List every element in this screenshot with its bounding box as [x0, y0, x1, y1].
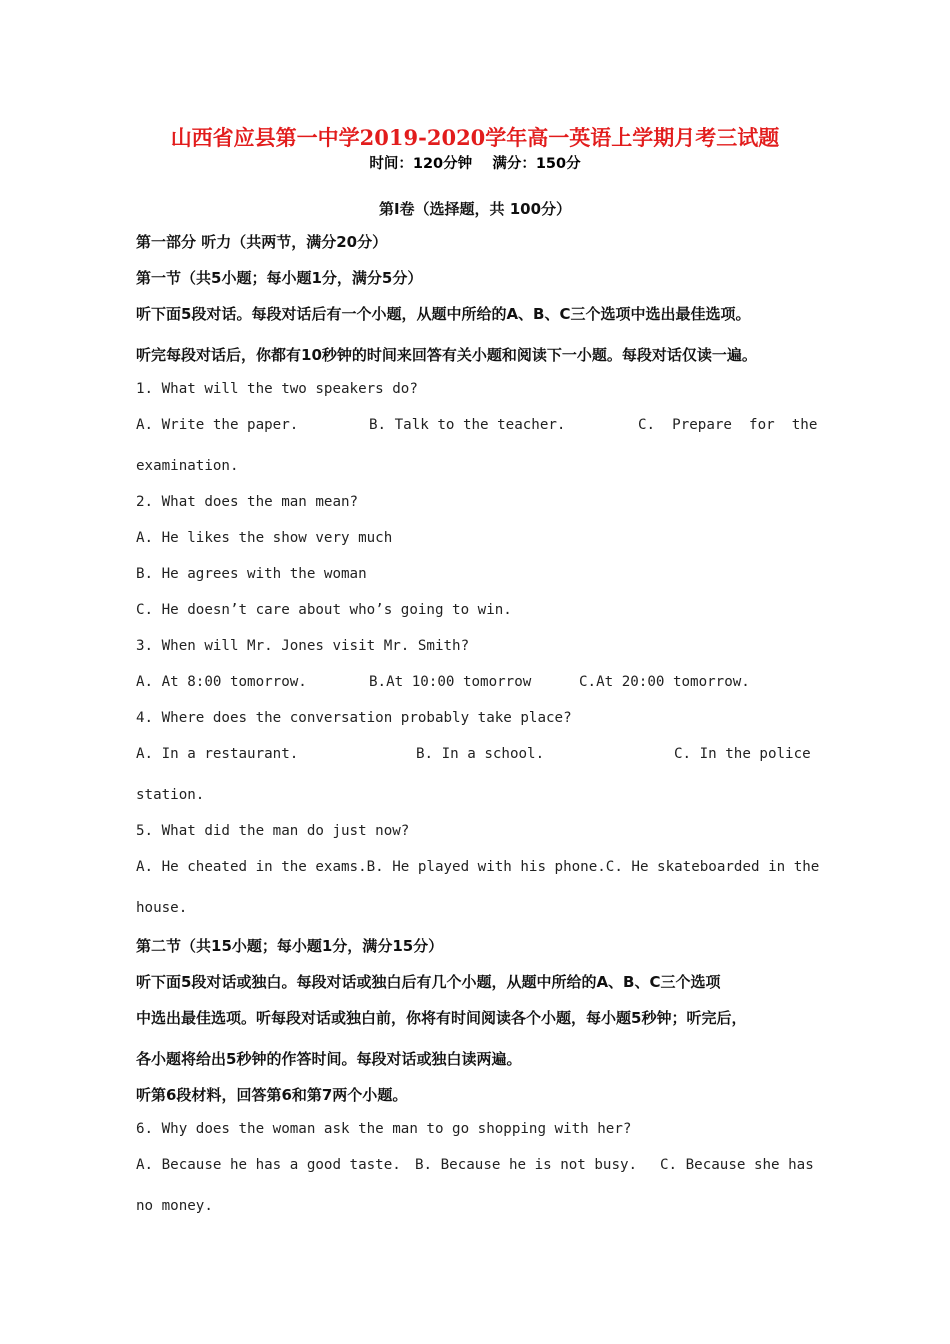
question-options: [136, 417, 816, 437]
option-a: A. Write the paper.: [136, 417, 299, 433]
option-continuation: no money.: [136, 1198, 213, 1214]
question-options: A. He cheated in the exams.B. He played with his phone.C. He skateboarded in the: [136, 859, 820, 875]
question-stem: 4. Where does the conversation probably take place?: [136, 710, 572, 726]
section1-heading: 第一节（共5小题；每小题1分，满分5分）: [136, 269, 423, 287]
option-b: B. He agrees with the woman: [136, 566, 367, 582]
section2-heading: 第二节（共15小题；每小题1分，满分15分）: [136, 937, 444, 955]
volume-heading: 第Ⅰ卷（选择题，共 100分）: [378, 200, 572, 218]
question-stem: 3. When will Mr. Jones visit Mr. Smith?: [136, 638, 470, 654]
exam-title: 山西省应县第一中学2019-2020学年高一英语上学期月考三试题: [170, 125, 780, 150]
question-stem: 5. What did the man do just now?: [136, 823, 410, 839]
option-a: A. Because he has a good taste.: [136, 1157, 401, 1173]
exam-time-score: 时间：120分钟 满分：150分: [369, 156, 581, 172]
section1-instruction: 听下面5段对话。每段对话后有一个小题，从题中所给的A、B、C三个选项中选出最佳选项。: [136, 305, 751, 323]
option-b: B. In a school.: [416, 746, 545, 762]
section2-instruction: 中选出最佳选项。听每段对话或独白前，你将有时间阅读各个小题，每小题5秒钟；听完后，: [136, 1009, 747, 1027]
option-c: C.At 20:00 tomorrow.: [579, 674, 750, 690]
option-continuation: house.: [136, 900, 188, 916]
option-c: C. Because she has: [660, 1157, 814, 1173]
question-stem: 1. What will the two speakers do?: [136, 381, 418, 397]
option-c: C. Prepare for the: [638, 417, 818, 433]
question-options: [136, 1157, 816, 1177]
section1-instruction: 听完每段对话后，你都有10秒钟的时间来回答有关小题和阅读下一小题。每段对话仅读一遍。: [136, 346, 757, 364]
option-a: A. At 8:00 tomorrow.: [136, 674, 307, 690]
material-heading: 听第6段材料，回答第6和第7两个小题。: [136, 1086, 408, 1104]
option-c: C. He doesn’t care about who’s going to win.: [136, 602, 512, 618]
option-a: A. He likes the show very much: [136, 530, 393, 546]
question-stem: 6. Why does the woman ask the man to go shopping with her?: [136, 1121, 632, 1137]
option-a: A. In a restaurant.: [136, 746, 299, 762]
option-b: B. Because he is not busy.: [415, 1157, 638, 1173]
option-continuation: station.: [136, 787, 205, 803]
question-options: [136, 746, 816, 766]
option-b: B. Talk to the teacher.: [369, 417, 566, 433]
question-stem: 2. What does the man mean?: [136, 494, 359, 510]
option-b: B.At 10:00 tomorrow: [369, 674, 532, 690]
question-options: [136, 674, 816, 694]
option-c: C. In the police: [674, 746, 811, 762]
part1-heading: 第一部分 听力（共两节，满分20分）: [136, 233, 388, 251]
section2-instruction: 听下面5段对话或独白。每段对话或独白后有几个小题，从题中所给的A、B、C三个选项: [136, 973, 721, 991]
option-continuation: examination.: [136, 458, 239, 474]
section2-instruction: 各小题将给出5秒钟的作答时间。每段对话或独白读两遍。: [136, 1050, 522, 1068]
